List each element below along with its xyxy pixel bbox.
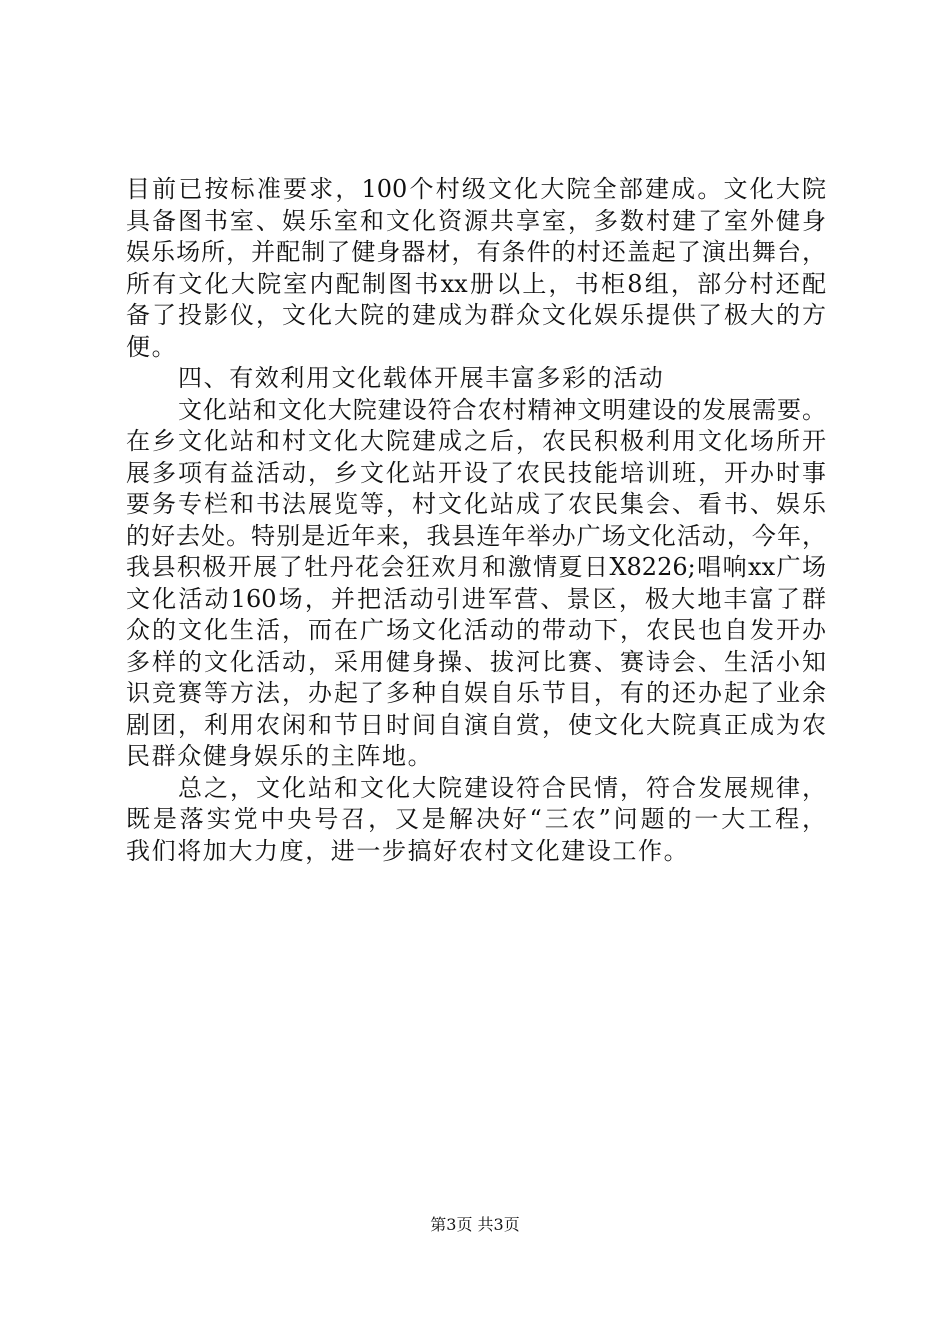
text-line: 目前已按标准要求，100个村级文化大院全部建成。文化大院 [126, 175, 826, 203]
document-body [126, 174, 826, 867]
text-line: 要务专栏和书法展览等，村文化站成了农民集会、看书、娱乐 [126, 490, 826, 518]
text-line: 展多项有益活动，乡文化站开设了农民技能培训班，开办时事 [126, 458, 826, 487]
page-footer [0, 1214, 950, 1236]
text-line: 民群众健身娱乐的主阵地。 [126, 742, 434, 770]
text-line: 我县积极开展了牡丹花会狂欢月和激情夏日X8226;唱响xx广场 [126, 553, 826, 581]
text-line: 剧团，利用农闲和节日时间自演自赏，使文化大院真正成为农 [126, 710, 826, 739]
text-line: 备了投影仪，文化大院的建成为群众文化娱乐提供了极大的方 [126, 301, 826, 329]
text-line: 的好去处。特别是近年来，我县连年举办广场文化活动，今年， [126, 521, 826, 550]
text-line: 具备图书室、娱乐室和文化资源共享室，多数村建了室外健身 [126, 206, 826, 235]
text-line: 识竞赛等方法，办起了多种自娱自乐节目，有的还办起了业余 [126, 679, 826, 707]
text-line: 总之，文化站和文化大院建设符合民情，符合发展规律， [178, 773, 826, 802]
section-heading: 四、有效利用文化载体开展丰富多彩的活动 [178, 364, 665, 392]
text-line: 既是落实党中央号召，又是解决好“三农”问题的一大工程， [126, 805, 826, 833]
text-line: 多样的文化活动，采用健身操、拔河比赛、赛诗会、生活小知 [126, 647, 826, 676]
text-line: 文化活动160场，并把活动引进军营、景区，极大地丰富了群 [126, 584, 826, 613]
text-line: 便。 [126, 332, 178, 361]
text-line: 我们将加大力度，进一步搞好农村文化建设工作。 [126, 836, 690, 865]
text-line: 文化站和文化大院建设符合农村精神文明建设的发展需要。 [178, 395, 826, 424]
text-line: 所有文化大院室内配制图书xx册以上，书柜8组，部分村还配 [126, 269, 826, 298]
text-line: 娱乐场所，并配制了健身器材，有条件的村还盖起了演出舞台， [126, 238, 826, 266]
text-line: 众的文化生活，而在广场文化活动的带动下，农民也自发开办 [126, 616, 826, 644]
page-number-label: 第3页 共3页 [430, 1215, 520, 1234]
text-line: 在乡文化站和村文化大院建成之后，农民积极利用文化场所开 [126, 427, 826, 455]
